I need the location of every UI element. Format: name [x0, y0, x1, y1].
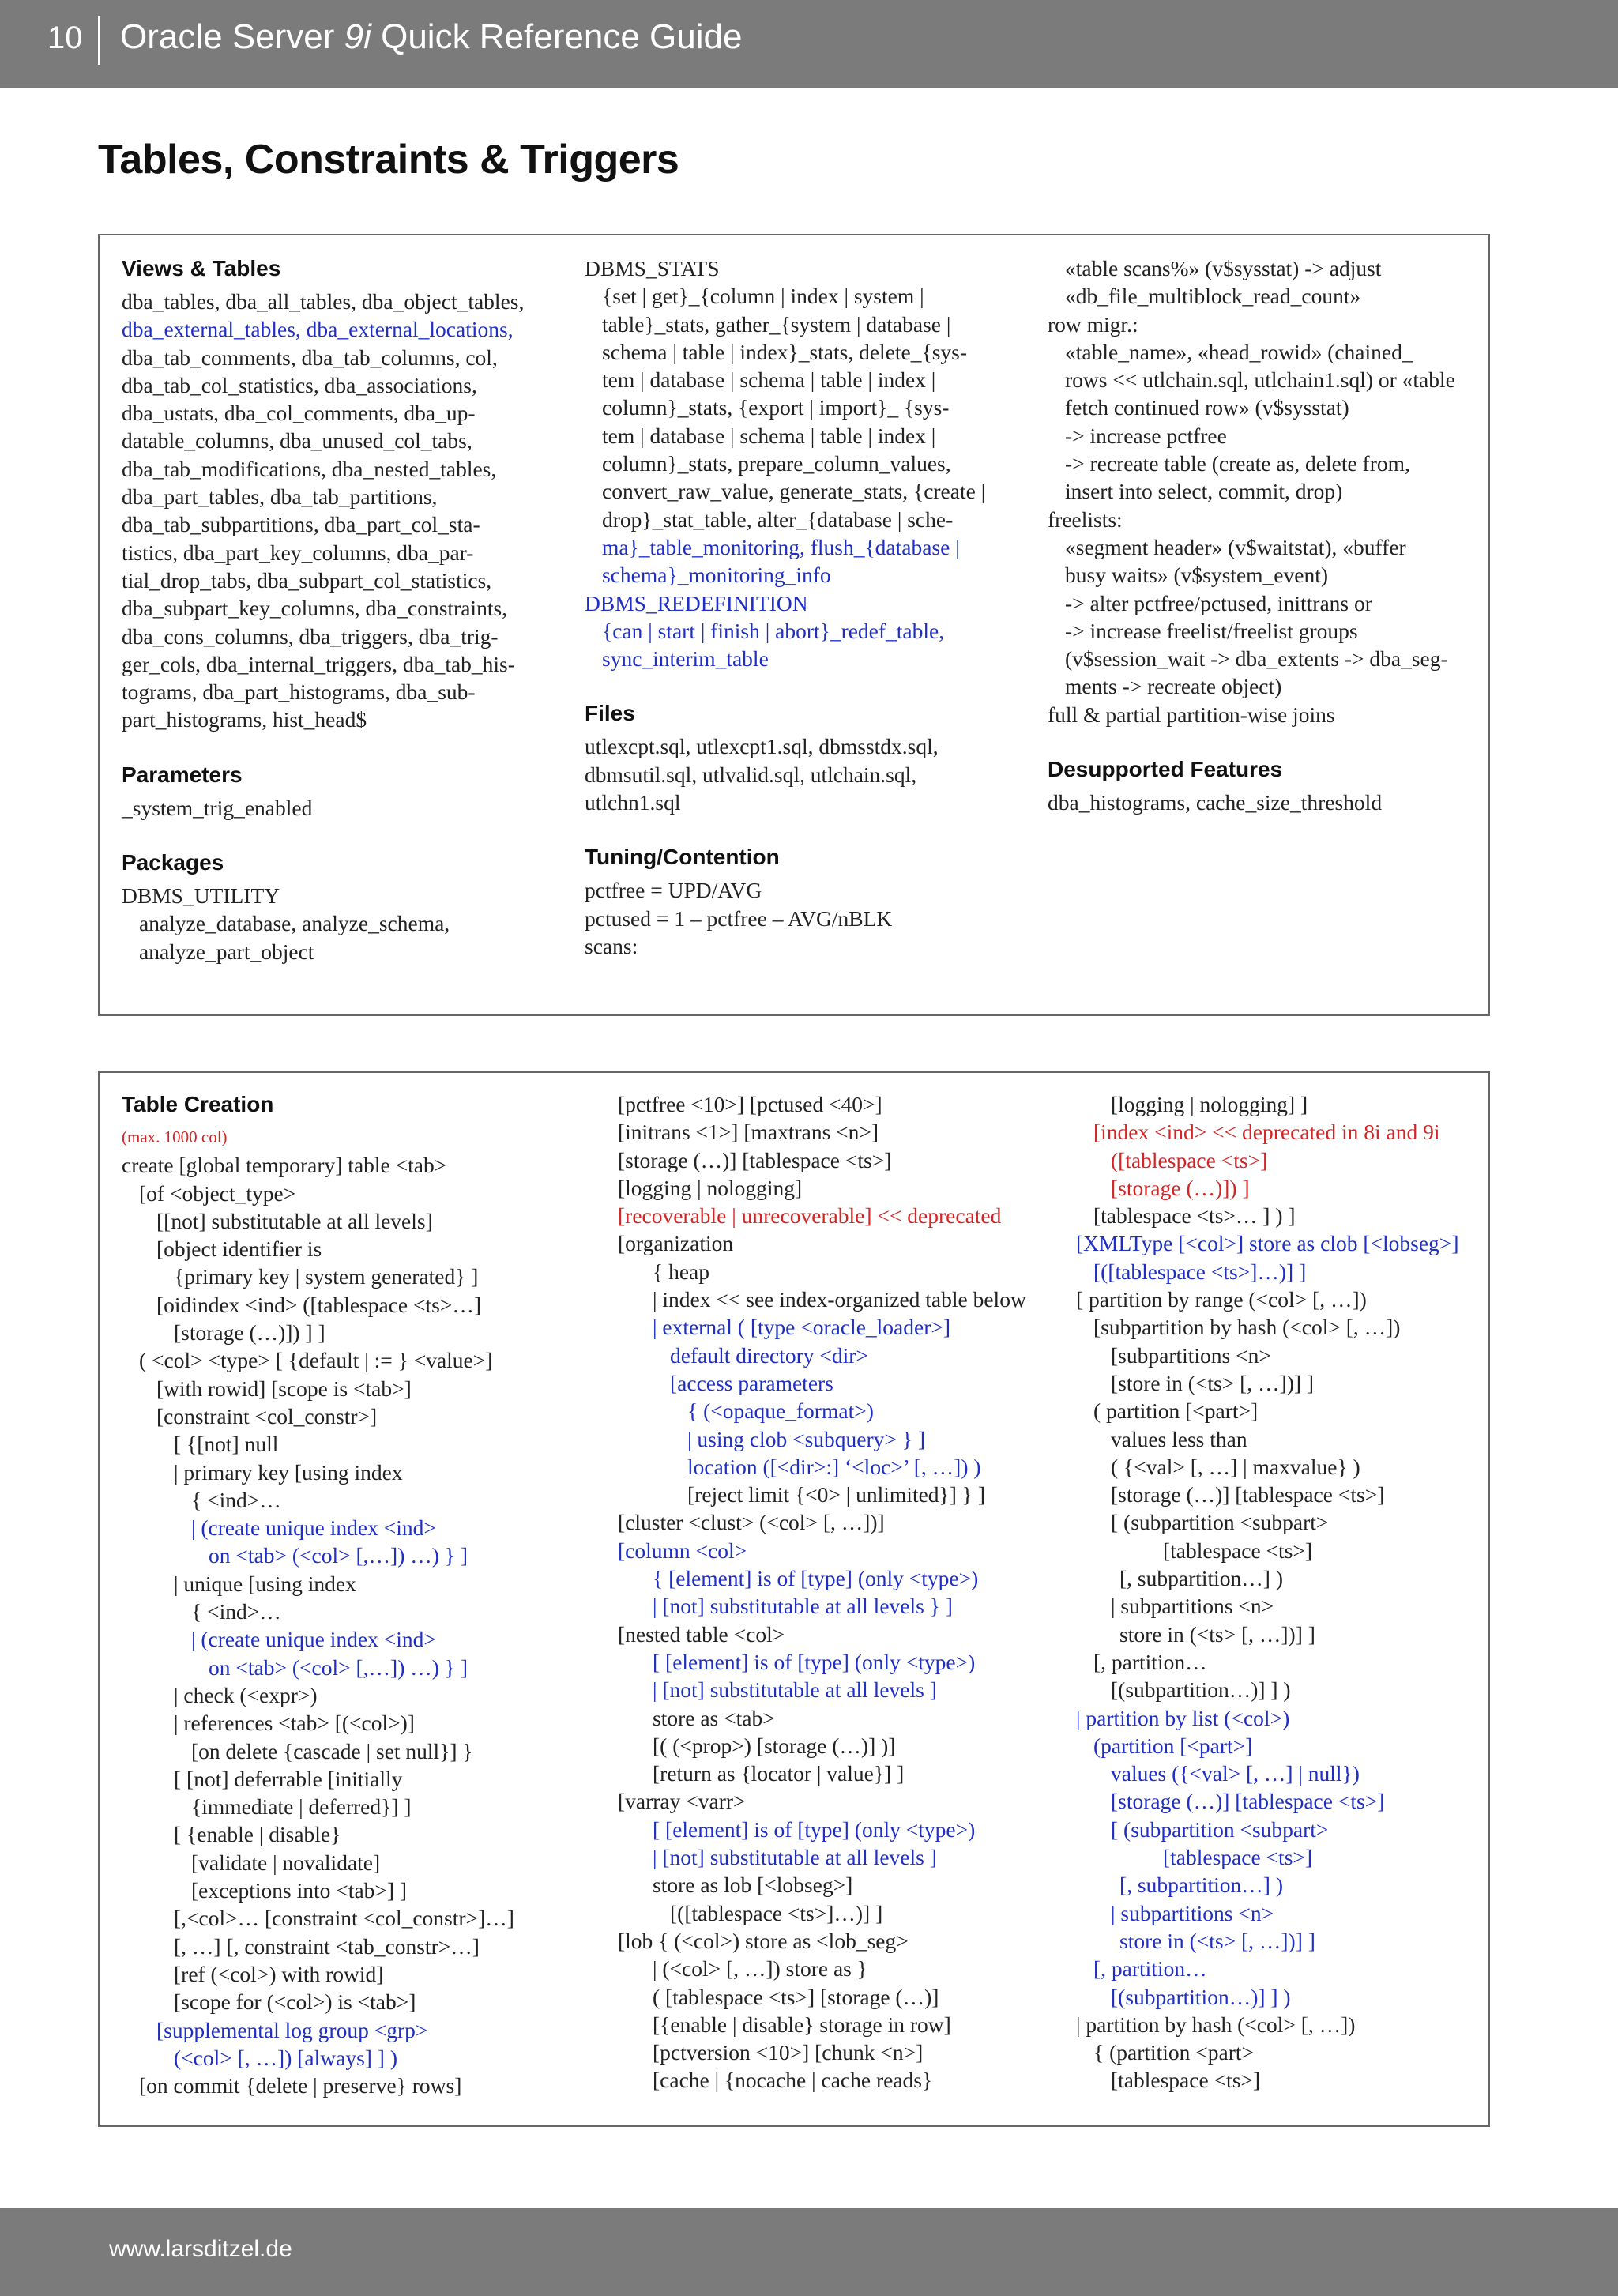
reference-line: store in (<ts> [, …])] ]: [1119, 1621, 1315, 1647]
reference-line: column}_stats, prepare_column_values,: [602, 451, 951, 476]
reference-line: analyze_database, analyze_schema,: [139, 911, 450, 936]
reference-line: -> increase pctfree: [1065, 423, 1227, 448]
reference-line: DBMS_REDEFINITION: [585, 590, 808, 615]
reference-line: [pctfree <10>] [pctused <40>]: [618, 1092, 882, 1116]
box2-column-3: [1076, 1090, 1483, 2095]
reference-line: dba_ustats, dba_col_comments, dba_up-: [122, 401, 476, 426]
reference-line: | subpartitions <n>: [1111, 1900, 1274, 1925]
reference-line: ( {<val> [, …] | maxvalue} ): [1111, 1454, 1360, 1479]
reference-line: | [not] substitutable at all levels ]: [653, 1845, 937, 1870]
reference-line: [ {[not] null: [174, 1432, 279, 1457]
reference-line: {can | start | finish | abort}_redef_table,: [602, 618, 945, 643]
reference-line: {immediate | deferred}] ]: [191, 1794, 412, 1820]
reference-line: [tablespace <ts>]: [1111, 2068, 1261, 2093]
reference-line: scans:: [585, 933, 638, 958]
reference-line: dba_tables, dba_all_tables, dba_object_tables,: [122, 289, 525, 314]
reference-line: -> alter pctfree/pctused, inittrans or: [1065, 590, 1372, 615]
reference-line: drop}_stat_table, alter_{database | sche-: [602, 506, 954, 532]
reference-line: DBMS_STATS: [585, 256, 720, 280]
reference-line: tistics, dba_part_key_columns, dba_par-: [122, 540, 474, 565]
reference-line: convert_raw_value, generate_stats, {create |: [602, 479, 986, 504]
reference-line: | subpartitions <n>: [1111, 1594, 1274, 1619]
reference-line: [lob { (<col>) store as <lob_seg>: [618, 1928, 909, 1953]
reference-line: dbmsutil.sql, utlvalid.sql, utlchain.sql,: [585, 762, 917, 787]
reference-line: [recoverable | unrecoverable] << deprecated: [618, 1203, 1002, 1229]
reference-line: | partition by hash (<col> [, …]): [1076, 2012, 1356, 2037]
reference-line: rows << utlchain.sql, utlchain1.sql) or «table: [1065, 367, 1455, 393]
footer-url[interactable]: www.larsditzel.de: [109, 2236, 292, 2262]
reference-line: [subpartitions <n>: [1111, 1342, 1271, 1368]
section-title: Tables, Constraints & Triggers: [98, 137, 679, 183]
reference-line: [index <ind> << deprecated in 8i and 9i: [1093, 1120, 1440, 1145]
reference-line: ments -> recreate object): [1065, 674, 1282, 699]
reference-line: [tablespace <ts>… ] ) ]: [1093, 1203, 1296, 1229]
reference-line: [store in (<ts> [, …])] ]: [1111, 1370, 1315, 1395]
reference-line: [([tablespace <ts>]…)] ]: [1093, 1259, 1307, 1284]
reference-line: [storage (…)] [tablespace <ts>]: [618, 1147, 892, 1172]
reference-line: | [not] substitutable at all levels } ]: [653, 1594, 953, 1619]
reference-line: [varray <varr>: [618, 1789, 746, 1814]
reference-line: [ [element] is of [type] (only <type>): [653, 1816, 976, 1842]
reference-line: location ([<dir>:] ‘<loc>’ [, …]) ): [687, 1454, 981, 1479]
reference-line: dba_tab_modifications, dba_nested_tables,: [122, 456, 497, 481]
reference-line: {set | get}_{column | index | system |: [602, 284, 924, 309]
reference-line: | using clob <subquery> } ]: [687, 1426, 926, 1451]
reference-line: [organization: [618, 1231, 734, 1256]
reference-line: ( partition [<part>]: [1093, 1398, 1259, 1424]
reference-line: [cluster <clust> (<col> [, …])]: [618, 1510, 885, 1535]
reference-line: ma}_table_monitoring, flush_{database |: [602, 534, 960, 559]
reference-line: dba_tab_col_statistics, dba_associations,: [122, 372, 477, 397]
reference-line: [access parameters: [670, 1370, 833, 1395]
reference-line: ([tablespace <ts>]: [1111, 1147, 1268, 1172]
reference-line: on <tab> (<col> [,…]) …) } ]: [209, 1543, 468, 1568]
reference-line: { heap: [653, 1259, 709, 1284]
reference-line: store as lob [<lobseg>]: [653, 1873, 853, 1898]
reference-line: [supplemental log group <grp>: [156, 2017, 428, 2042]
reference-line: full & partial partition-wise joins: [1048, 702, 1335, 727]
reference-line: tem | database | schema | table | index |: [602, 367, 936, 393]
reference-line: values less than: [1111, 1426, 1247, 1451]
reference-line: [, …] [, constraint <tab_constr>…]: [174, 1933, 480, 1959]
reference-line: dba_external_tables, dba_external_locations,: [122, 317, 514, 342]
reference-line: [logging | nologging]: [618, 1175, 803, 1200]
reference-line: pctfree = UPD/AVG: [585, 878, 762, 903]
reference-line: [ [element] is of [type] (only <type>): [653, 1649, 976, 1674]
reference-line: freelists:: [1048, 506, 1123, 532]
reference-line: [ref (<col>) with rowid]: [174, 1961, 384, 1986]
reference-line: dba_subpart_key_columns, dba_constraints,: [122, 596, 508, 621]
spacer: [122, 734, 580, 761]
reference-line: | unique [using index: [174, 1571, 356, 1596]
reference-line: [reject limit {<0> | unlimited}] } ]: [687, 1482, 986, 1507]
reference-box-table-creation: [98, 1071, 1490, 2127]
reference-line: -> increase freelist/freelist groups: [1065, 618, 1358, 643]
reference-line: _system_trig_enabled: [122, 795, 313, 820]
subsection-heading: Tuning/Contention: [585, 845, 780, 870]
spacer: [1048, 728, 1482, 755]
box1-column-2: [585, 254, 1043, 960]
subsection-heading: Parameters: [122, 762, 243, 787]
reference-line: [ partition by range (<col> [, …]): [1076, 1287, 1367, 1312]
reference-line: { <ind>…: [191, 1487, 281, 1512]
reference-line: «segment header» (v$waitstat), «buffer: [1065, 534, 1406, 559]
guide-title-prefix: Oracle Server: [120, 17, 344, 56]
reference-line: | check (<expr>): [174, 1682, 318, 1707]
reference-line: pctused = 1 – pctfree – AVG/nBLK: [585, 905, 893, 931]
reference-line: [ [not] deferrable [initially: [174, 1766, 403, 1791]
reference-line: [storage (…)] [tablespace <ts>]: [1111, 1482, 1385, 1507]
reference-line: (v$session_wait -> dba_extents -> dba_seg-: [1065, 646, 1448, 672]
reference-line: { <ind>…: [191, 1599, 281, 1624]
reference-line: (partition [<part>]: [1093, 1733, 1253, 1758]
subsection-heading: Packages: [122, 850, 224, 875]
reference-line: dba_tab_subpartitions, dba_part_col_sta-: [122, 512, 480, 537]
reference-line: «db_file_multiblock_read_count»: [1065, 284, 1361, 309]
reference-line: [XMLType [<col>] store as clob [<lobseg>]: [1076, 1231, 1459, 1256]
reference-line: | references <tab> [(<col>)]: [174, 1711, 415, 1736]
reference-line: | index << see index-organized table below: [653, 1287, 1026, 1312]
reference-line: [([tablespace <ts>]…)] ]: [670, 1900, 883, 1925]
reference-line: [nested table <col>: [618, 1621, 785, 1647]
reference-line: [cache | {nocache | cache reads}: [653, 2068, 933, 2093]
reference-line: schema | table | index}_stats, delete_{sys-: [602, 339, 968, 364]
reference-line: { (partition <part>: [1093, 2040, 1255, 2065]
reference-line: [exceptions into <tab>] ]: [191, 1878, 408, 1903]
subsection-heading: Views & Tables: [122, 256, 281, 280]
reference-line: [, subpartition…] ): [1119, 1566, 1283, 1591]
page-number: 10: [47, 21, 83, 55]
reference-line: [{enable | disable} storage in row]: [653, 2012, 951, 2037]
reference-line: analyze_part_object: [139, 939, 314, 964]
reference-line: | external ( [type <oracle_loader>]: [653, 1315, 951, 1340]
reference-line: tograms, dba_part_histograms, dba_sub-: [122, 679, 476, 705]
reference-line: [storage (…)] [tablespace <ts>]: [1111, 1789, 1385, 1814]
reference-line: -> recreate table (create as, delete from,: [1065, 451, 1410, 476]
reference-line: utlexcpt.sql, utlexcpt1.sql, dbmsstdx.sql,: [585, 734, 939, 759]
reference-line: column}_stats, {export | import}_ {sys-: [602, 395, 950, 420]
reference-line: insert into select, commit, drop): [1065, 479, 1343, 504]
reference-line: | primary key [using index: [174, 1459, 403, 1485]
reference-line: [on delete {cascade | set null}] }: [191, 1738, 473, 1763]
reference-line: [(subpartition…)] ] ): [1111, 1677, 1291, 1703]
reference-line: [return as {locator | value}] ]: [653, 1761, 905, 1786]
reference-line: [ (subpartition <subpart>: [1111, 1510, 1329, 1535]
reference-line: default directory <dir>: [670, 1342, 868, 1368]
reference-line: tem | database | schema | table | index |: [602, 423, 936, 448]
reference-line: create [global temporary] table <tab>: [122, 1153, 447, 1178]
reference-line: [pctversion <10>] [chunk <n>]: [653, 2040, 924, 2065]
reference-line: fetch continued row» (v$sysstat): [1065, 395, 1349, 420]
reference-line: (max. 1000 col): [122, 1127, 228, 1146]
reference-box-views: [98, 234, 1490, 1016]
reference-line: ( <col> <type> [ {default | := } <value>]: [139, 1348, 493, 1373]
reference-line: | [not] substitutable at all levels ]: [653, 1677, 937, 1703]
reference-line: [on commit {delete | preserve} rows]: [139, 2073, 462, 2098]
reference-line: | (create unique index <ind>: [191, 1627, 436, 1652]
reference-line: [of <object_type>: [139, 1180, 296, 1206]
reference-line: [with rowid] [scope is <tab>]: [156, 1376, 412, 1401]
reference-line: [(subpartition…)] ] ): [1111, 1984, 1291, 2009]
guide-title-suffix: Quick Reference Guide: [371, 17, 743, 56]
reference-line: dba_histograms, cache_size_threshold: [1048, 790, 1383, 815]
reference-line: [oidindex <ind> ([tablespace <ts>…]: [156, 1292, 482, 1317]
reference-line: [logging | nologging] ]: [1111, 1092, 1308, 1116]
guide-title-version: 9i: [344, 17, 371, 56]
reference-line: [initrans <1>] [maxtrans <n>]: [618, 1120, 879, 1145]
reference-line: [object identifier is: [156, 1236, 322, 1262]
reference-line: ( [tablespace <ts>] [storage (…)]: [653, 1984, 939, 2009]
reference-line: | (create unique index <ind>: [191, 1515, 436, 1541]
guide-title: [120, 17, 742, 57]
reference-line: [tablespace <ts>]: [1163, 1538, 1313, 1563]
reference-line: ger_cols, dba_internal_triggers, dba_tab_his-: [122, 651, 515, 676]
reference-line: [storage (…)]) ] ]: [174, 1320, 325, 1346]
reference-line: [ {enable | disable}: [174, 1822, 341, 1847]
reference-line: table}_stats, gather_{system | database |: [602, 311, 951, 337]
reference-line: busy waits» (v$system_event): [1065, 563, 1329, 588]
reference-line: «table_name», «head_rowid» (chained_: [1065, 339, 1413, 364]
reference-line: [, partition…: [1093, 1649, 1207, 1674]
reference-line: {primary key | system generated} ]: [174, 1264, 479, 1289]
reference-line: [scope for (<col>) is <tab>]: [174, 1989, 416, 2015]
reference-line: part_histograms, hist_head$: [122, 707, 367, 732]
reference-line: [ (subpartition <subpart>: [1111, 1816, 1329, 1842]
reference-line: datable_columns, dba_unused_col_tabs,: [122, 428, 472, 454]
reference-line: [, partition…: [1093, 1956, 1207, 1982]
reference-line: DBMS_UTILITY: [122, 883, 280, 909]
reference-line: tial_drop_tabs, dba_subpart_col_statistics,: [122, 567, 492, 593]
reference-line: | (<col> [, …]) store as }: [653, 1956, 867, 1982]
reference-line: [tablespace <ts>]: [1163, 1845, 1313, 1870]
reference-line: [validate | novalidate]: [191, 1850, 381, 1875]
reference-line: | partition by list (<col>): [1076, 1705, 1290, 1730]
reference-line: values ({<val> [, …] | null}): [1111, 1761, 1360, 1786]
reference-line: (<col> [, …]) [always] ] ): [174, 2045, 397, 2070]
reference-line: store as <tab>: [653, 1705, 775, 1730]
reference-line: «table scans%» (v$sysstat) -> adjust: [1065, 256, 1382, 280]
reference-line: dba_cons_columns, dba_triggers, dba_trig-: [122, 623, 499, 649]
reference-line: store in (<ts> [, …])] ]: [1119, 1928, 1315, 1953]
header-bar: [0, 0, 1618, 88]
spacer: [585, 816, 1043, 843]
spacer: [122, 822, 580, 849]
header-divider: [98, 16, 100, 65]
reference-line: { (<opaque_format>): [687, 1398, 874, 1424]
reference-line: row migr.:: [1048, 311, 1138, 337]
reference-line: dba_tab_comments, dba_tab_columns, col,: [122, 344, 498, 370]
reference-line: [subpartition by hash (<col> [, …]): [1093, 1315, 1401, 1340]
subsection-heading: Table Creation: [122, 1092, 274, 1116]
reference-line: { [element] is of [type] (only <type>): [653, 1566, 979, 1591]
subsection-heading: Files: [585, 701, 635, 726]
reference-line: [( (<prop>) [storage (…)] )]: [653, 1733, 896, 1758]
reference-line: [constraint <col_constr>]: [156, 1403, 378, 1428]
reference-line: dba_part_tables, dba_tab_partitions,: [122, 484, 438, 510]
reference-line: utlchn1.sql: [585, 790, 681, 815]
subsection-heading: Desupported Features: [1048, 757, 1283, 782]
reference-line: on <tab> (<col> [,…]) …) } ]: [209, 1654, 468, 1680]
reference-line: [[not] substitutable at all levels]: [156, 1208, 433, 1233]
reference-line: [storage (…)]) ]: [1111, 1175, 1250, 1200]
spacer: [585, 672, 1043, 699]
reference-line: [column <col>: [618, 1538, 747, 1563]
reference-line: [,<col>… [constraint <col_constr>]…]: [174, 1906, 514, 1931]
reference-line: schema}_monitoring_info: [602, 563, 831, 588]
box2-column-1: [122, 1090, 604, 2099]
reference-line: sync_interim_table: [602, 646, 769, 672]
footer-bar: [0, 2208, 1618, 2296]
reference-line: [, subpartition…] ): [1119, 1873, 1283, 1898]
box2-column-2: [618, 1090, 1060, 2095]
box1-column-3: [1048, 254, 1482, 816]
box1-column-1: [122, 254, 580, 965]
